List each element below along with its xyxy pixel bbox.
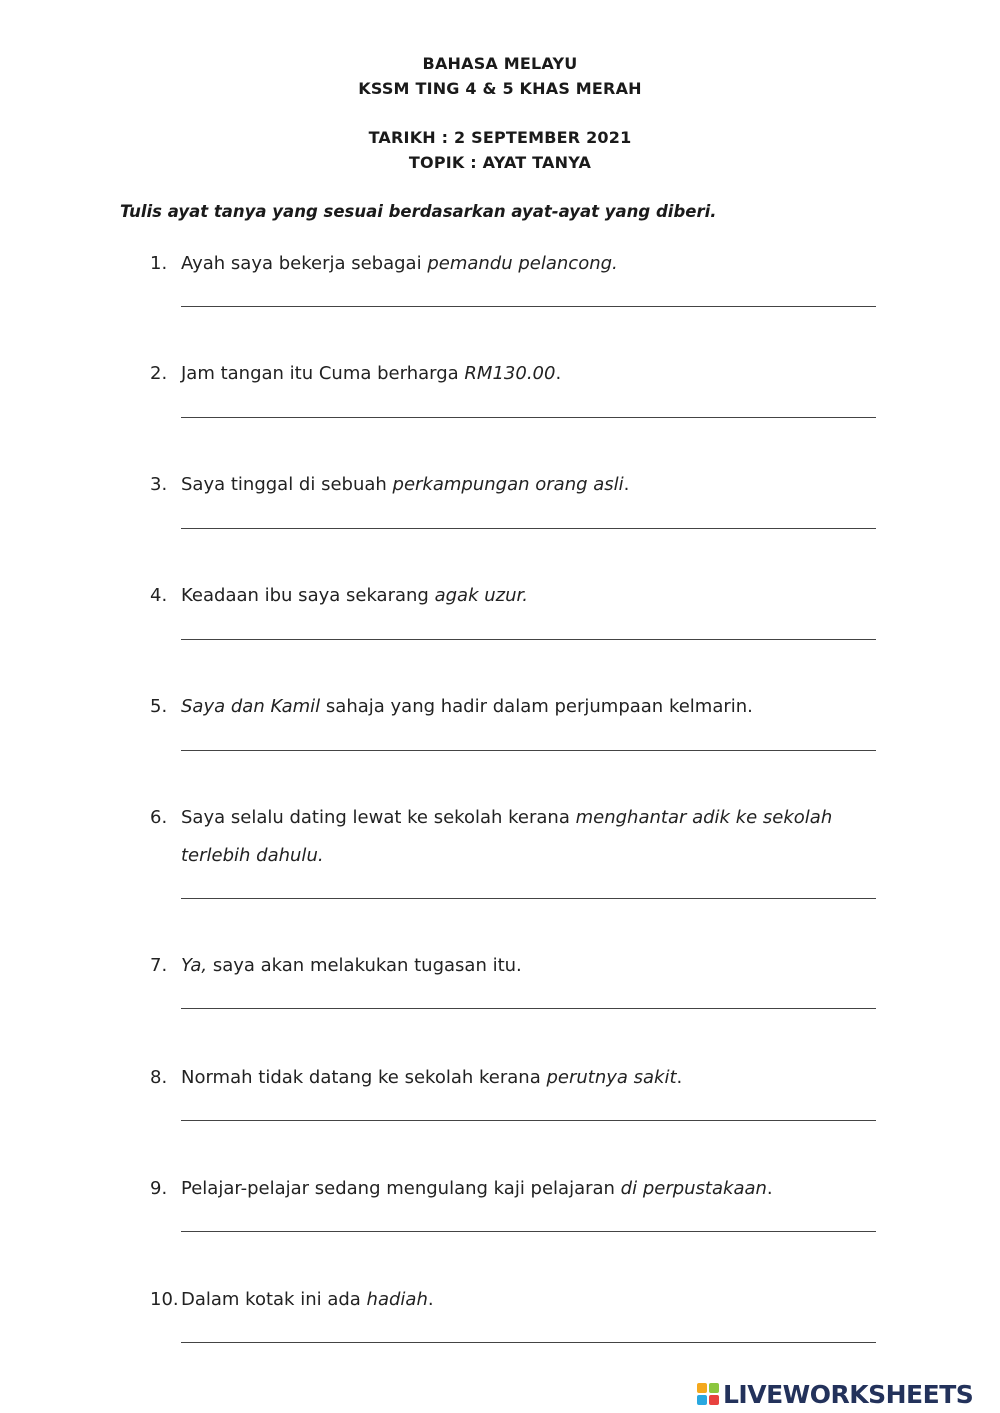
question-item (150, 245, 850, 283)
question-text: Normah tidak datang ke sekolah kerana perutnya sakit. (181, 1067, 683, 1088)
answer-line[interactable] (181, 528, 876, 529)
instruction-text: Tulis ayat tanya yang sesuai berdasarkan ayat-ayat yang diberi. (120, 202, 717, 221)
logo-text: LIVEWORKSHEETS (723, 1379, 974, 1409)
answer-line[interactable] (181, 898, 876, 899)
question-item (150, 1170, 850, 1208)
question-number: 4. (150, 585, 168, 606)
topic-title: TOPIK : AYAT TANYA (408, 153, 592, 172)
question-item (150, 577, 850, 615)
subject-title: BAHASA MELAYU (422, 54, 578, 73)
question-number: 1. (150, 253, 168, 274)
question-text: Saya selalu dating lewat ke sekolah kerana menghantar adik ke sekolah terlebih dahulu. (181, 807, 833, 866)
answer-line[interactable] (181, 417, 876, 418)
question-text: Pelajar-pelajar sedang mengulang kaji pelajaran di perpustakaan. (181, 1178, 773, 1199)
question-number: 3. (150, 474, 168, 495)
class-title: KSSM TING 4 & 5 KHAS MERAH (358, 79, 642, 98)
question-text: Saya tinggal di sebuah perkampungan orang asli. (181, 474, 630, 495)
question-item (150, 799, 850, 875)
question-item (150, 1281, 850, 1319)
question-item (150, 355, 850, 393)
question-item (150, 1059, 850, 1097)
question-text: Ya, saya akan melakukan tugasan itu. (181, 955, 522, 976)
question-item (150, 947, 850, 985)
logo-square-icon (709, 1383, 719, 1393)
logo-square-icon (709, 1395, 719, 1405)
question-number: 9. (150, 1178, 168, 1199)
question-number: 7. (150, 955, 168, 976)
logo-square-icon (697, 1395, 707, 1405)
answer-line[interactable] (181, 1231, 876, 1232)
logo-square-icon (697, 1383, 707, 1393)
question-text: Saya dan Kamil sahaja yang hadir dalam perjumpaan kelmarin. (181, 696, 753, 717)
answer-line[interactable] (181, 639, 876, 640)
question-item (150, 688, 850, 726)
question-text: Jam tangan itu Cuma berharga RM130.00. (181, 363, 562, 384)
question-text: Ayah saya bekerja sebagai pemandu pelancong. (181, 253, 618, 274)
question-text: Dalam kotak ini ada hadiah. (181, 1289, 434, 1310)
question-number: 8. (150, 1067, 168, 1088)
answer-line[interactable] (181, 1008, 876, 1009)
question-text: Keadaan ibu saya sekarang agak uzur. (181, 585, 528, 606)
question-number: 5. (150, 696, 168, 717)
liveworksheets-logo[interactable] (697, 1378, 973, 1410)
liveworksheets-logo-icon (697, 1383, 719, 1405)
answer-line[interactable] (181, 750, 876, 751)
question-number: 2. (150, 363, 168, 384)
question-number: 10. (150, 1289, 179, 1310)
answer-line[interactable] (181, 1120, 876, 1121)
date-title: TARIKH : 2 SEPTEMBER 2021 (368, 128, 632, 147)
question-item (150, 466, 850, 504)
question-number: 6. (150, 807, 168, 828)
answer-line[interactable] (181, 1342, 876, 1343)
answer-line[interactable] (181, 306, 876, 307)
